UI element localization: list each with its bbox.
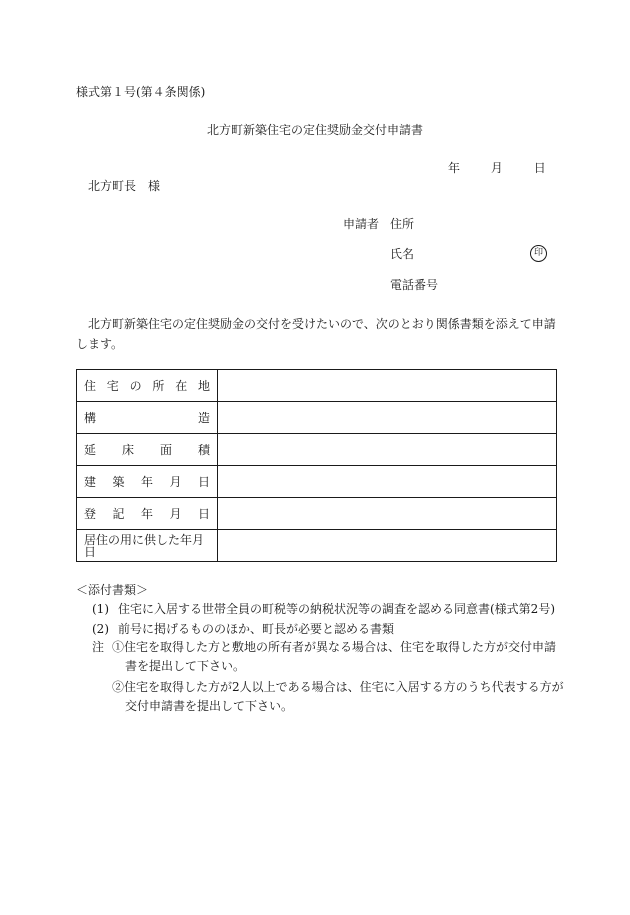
registration-date-value-cell[interactable] [218, 498, 557, 530]
label-char: 造 [197, 410, 210, 425]
date-year-label: 年 [448, 161, 461, 175]
row-label-floor-area [77, 434, 218, 466]
location-value-cell[interactable] [218, 370, 557, 402]
label-char: 構 [84, 410, 97, 425]
addressee-name: 北方町長 [88, 179, 137, 193]
table-row [77, 498, 557, 530]
label-char: 延 [84, 442, 97, 457]
form-number: 様式第１号(第４条関係) [76, 85, 206, 99]
date-line [448, 162, 546, 174]
label-char: 年 [140, 506, 153, 521]
table-row [77, 466, 557, 498]
label-char: 建 [84, 474, 97, 489]
label-char: 登 [84, 506, 97, 521]
residence-start-label: 居住の用に供した年月日 [84, 532, 205, 559]
label-char: 築 [112, 474, 125, 489]
label-char: 在 [175, 378, 188, 393]
label-char: 年 [140, 474, 153, 489]
label-char: 住 [84, 378, 97, 393]
table-row [77, 370, 557, 402]
construction-date-value-cell[interactable] [218, 466, 557, 498]
applicant-address-label: 住所 [390, 217, 415, 231]
row-label-construction-date [77, 466, 218, 498]
body-text: 北方町新築住宅の定住奨励金の交付を受けたいので、次のとおり関係書類を添えて申請します。 [76, 317, 556, 351]
label-char: 面 [159, 442, 172, 457]
row-label-location [77, 370, 218, 402]
attachment-item-number: (1) [92, 602, 109, 616]
applicant-label: 申請者 [343, 217, 380, 231]
label-char: 日 [197, 474, 210, 489]
note-item-line: 交付申請書を提出して下さい。 [125, 699, 294, 713]
applicant-name-label: 氏名 [390, 247, 415, 261]
residence-start-value-cell[interactable] [218, 530, 557, 562]
body-paragraph [76, 314, 564, 354]
label-char: 月 [169, 506, 182, 521]
note-item-line: ②住宅を取得した方が2人以上である場合は、住宅に入居する方のうち代表する方が [112, 680, 564, 694]
seal-mark: 印 [530, 245, 547, 262]
label-char: 月 [169, 474, 182, 489]
document-title: 北方町新築住宅の定住奨励金交付申請書 [206, 123, 423, 137]
note-item-line: 書を提出して下さい。 [125, 659, 246, 673]
attachments-heading: ＜添付書類＞ [76, 583, 149, 597]
structure-value-cell[interactable] [218, 402, 557, 434]
label-char: 地 [197, 378, 210, 393]
label-char: 記 [112, 506, 125, 521]
table-row [77, 530, 557, 562]
row-label-residence-start-date [77, 530, 218, 562]
date-month-label: 月 [490, 161, 503, 175]
row-label-structure [77, 402, 218, 434]
attachment-item-number: (2) [92, 622, 109, 636]
addressee [88, 180, 160, 192]
label-char: 宅 [106, 378, 119, 393]
label-char: 日 [197, 506, 210, 521]
attachment-item-text: 前号に掲げるもののほか、町長が必要と認める書類 [118, 622, 395, 636]
label-char: 所 [152, 378, 165, 393]
label-char: 床 [121, 442, 134, 457]
floor-area-value-cell[interactable] [218, 434, 557, 466]
attachment-item-text: 住宅に入居する世帯全員の町税等の納税状況等の調査を認める同意書(様式第2号) [118, 602, 556, 616]
applicant-phone-label: 電話番号 [390, 278, 439, 292]
housing-info-table [76, 369, 557, 562]
label-char: の [129, 378, 142, 393]
date-day-label: 日 [533, 161, 546, 175]
label-char: 積 [197, 442, 210, 457]
note-label: 注 [92, 640, 105, 654]
table-row [77, 402, 557, 434]
note-item-line: ①住宅を取得した方と敷地の所有者が異なる場合は、住宅を取得した方が交付申請 [112, 640, 557, 654]
addressee-honorific: 様 [148, 179, 161, 193]
table-row [77, 434, 557, 466]
row-label-registration-date [77, 498, 218, 530]
